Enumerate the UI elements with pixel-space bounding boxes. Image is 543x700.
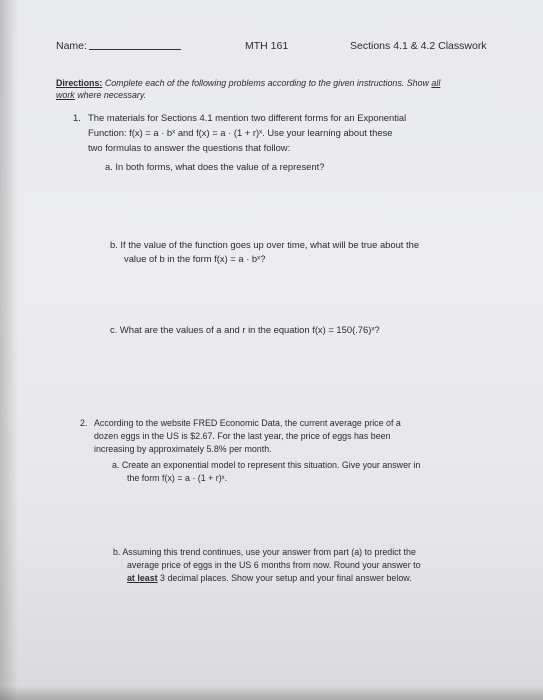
q2a-question-line-2: the form f(x) = a · (1 + r)ˣ. [127,473,228,483]
page-shadow-left [0,0,18,700]
directions-line-2: work where necessary. [56,90,147,100]
q1-text-line-2: Function: f(x) = a · bˣ and f(x) = a · (1 + r)ˣ. Use your learning about these [88,127,393,138]
q2b-question-line-3: at least 3 decimal places. Show your setup and your final answer below. [127,573,412,583]
q1b-question-line-2: value of b in the form f(x) = a · bˣ? [124,253,266,264]
q1-number: 1. [73,112,81,123]
name-blank-line [89,49,181,50]
directions-label: Directions: [56,78,103,88]
q2a-question-line-1: a. Create an exponential model to represent this situation. Give your answer in [112,460,421,470]
sections-title: Sections 4.1 & 4.2 Classwork [350,40,487,52]
q2-number: 2. [80,418,88,428]
name-field [56,40,181,52]
q1b-question-line-1: b. If the value of the function goes up over time, what will be true about the [110,239,420,250]
q1-text-line-1: The materials for Sections 4.1 mention two different forms for an Exponential [88,112,407,123]
q2-text-line-3: increasing by approximately 5.8% per month. [94,444,272,454]
q2-text-line-1: According to the website FRED Economic Data, the current average price of a [94,418,401,428]
q2b-question-line-1: b. Assuming this trend continues, use your answer from part (a) to predict the [113,547,416,557]
name-label: Name: [56,40,87,52]
q2-text-line-2: dozen eggs in the US is $2.67. For the last year, the price of eggs has been [94,431,391,441]
q1a-question: a. In both forms, what does the value of a represent? [105,161,325,172]
course-title: MTH 161 [245,40,289,52]
q1c-question: c. What are the values of a and r in the equation f(x) = 150(.76)ˣ? [110,324,380,335]
q1-text-line-3: two formulas to answer the questions that follow: [88,142,291,153]
page-shadow-bottom [0,686,543,700]
directions-line-1: Directions: Complete each of the following problems according to the given instructions. Show all [56,78,441,88]
q2b-question-line-2: average price of eggs in the US 6 months from now. Round your answer to [127,560,421,570]
